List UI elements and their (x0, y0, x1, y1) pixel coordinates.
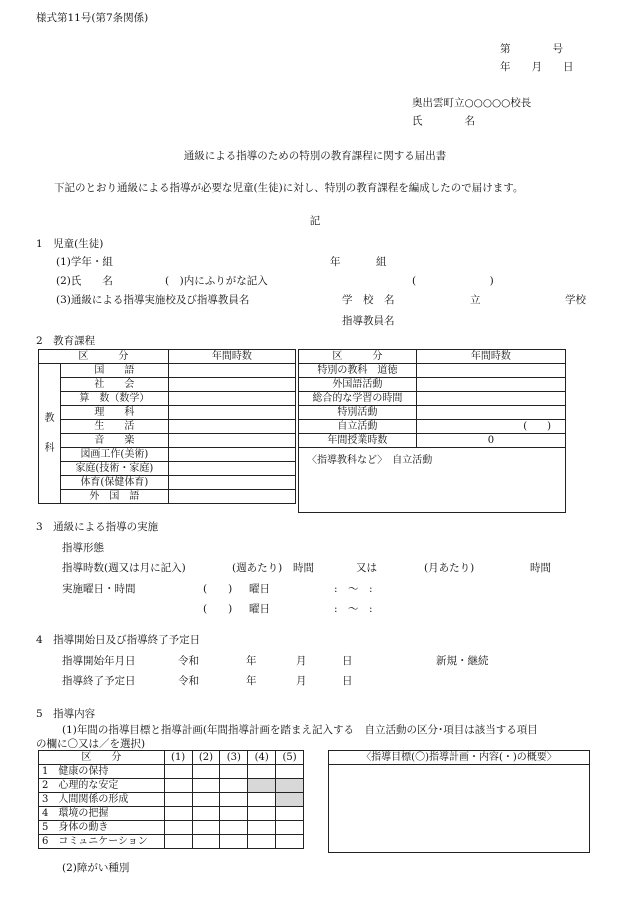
subject-row: 外 国 語 (60, 490, 168, 504)
or-label: 又は (356, 562, 377, 574)
curriculum-table-right (298, 349, 566, 513)
school-public-label: 立 (470, 294, 481, 306)
ki-label: 記 (309, 215, 321, 227)
hours-cell[interactable] (168, 364, 295, 378)
furigana-paren: ( ) (412, 275, 494, 287)
reiwa-end: 令和 (178, 675, 199, 687)
section1-heading: 1 児童(生徒) (36, 238, 104, 250)
form-label: 指導形態 (62, 542, 104, 554)
per-month-label: (月あたり) (424, 562, 475, 574)
weekday-label-2: 曜日 (249, 603, 270, 615)
per-week-label: (週あたり) (232, 562, 283, 574)
intro-text: 下記のとおり通級による指導が必要な児童(生徒)に対し、特別の教育課程を編成したので届けます。 (54, 182, 524, 194)
day-time-label: 実施曜日・時間 (62, 583, 136, 595)
disabled-cell (276, 793, 304, 807)
category-row: 2 心理的な安定 (39, 779, 165, 793)
check-cell[interactable] (276, 835, 304, 849)
reiwa-start: 令和 (178, 655, 199, 667)
curriculum-table-left (38, 349, 296, 504)
subject-row: 理 科 (60, 406, 168, 420)
subject-row: 特別活動 (299, 406, 417, 420)
subject-row: 算 数（数学） (60, 392, 168, 406)
subject-row: 自立活動 (299, 420, 417, 434)
disabled-cell (248, 779, 276, 793)
day-paren-2: ( ) (203, 603, 233, 615)
col-hours-right: 年間時数 (416, 350, 565, 364)
year-start: 年 (246, 655, 257, 667)
hours-cell[interactable] (168, 378, 295, 392)
subject-row: 特別の教科 道徳 (299, 364, 417, 378)
check-cell[interactable] (192, 793, 220, 807)
check-cell[interactable] (220, 835, 248, 849)
subject-row: 外国語活動 (299, 378, 417, 392)
day-end: 日 (342, 675, 353, 687)
kyouka-label: 教 科 (39, 364, 61, 504)
hours-cell[interactable] (416, 364, 565, 378)
col-header: (5) (276, 751, 304, 765)
check-cell[interactable] (276, 765, 304, 779)
category-row: 3 人間関係の形成 (39, 793, 165, 807)
section4-heading: 4 指導開始日及び指導終了予定日 (36, 634, 201, 646)
name-label: (2)氏 名 (56, 275, 113, 287)
check-cell[interactable] (192, 779, 220, 793)
guidance-summary-body[interactable] (329, 765, 590, 853)
check-cell[interactable] (164, 835, 192, 849)
guidance-summary-header: 〈指導目標(〇)指導計画・内容(・)の概要〉 (329, 751, 590, 765)
start-date-label: 指導開始年月日 (62, 655, 136, 667)
check-cell[interactable] (164, 821, 192, 835)
section3-heading: 3 通級による指導の実施 (36, 521, 159, 533)
category-row: 4 環境の把握 (39, 807, 165, 821)
document-number: 第 号 (500, 43, 563, 55)
new-continue-label: 新規・継続 (436, 655, 489, 667)
section2-heading: 2 教育課程 (36, 335, 96, 347)
day-start: 日 (342, 655, 353, 667)
check-cell[interactable] (248, 835, 276, 849)
category-row: 6 コミュニケーション (39, 835, 165, 849)
hours-unit-month: 時間 (530, 562, 551, 574)
hours-cell[interactable] (168, 462, 295, 476)
hours-cell[interactable] (168, 448, 295, 462)
hours-cell[interactable] (168, 490, 295, 504)
subject-row: 家庭(技術・家庭) (60, 462, 168, 476)
subject-row: 総合的な学習の時間 (299, 392, 417, 406)
day-paren-1: ( ) (203, 583, 233, 595)
hours-cell[interactable] (168, 406, 295, 420)
col-header: (3) (220, 751, 248, 765)
hours-cell[interactable] (168, 392, 295, 406)
total-hours-label: 年間授業時数 (299, 434, 417, 448)
check-cell[interactable] (276, 807, 304, 821)
month-end: 月 (296, 675, 307, 687)
check-cell[interactable] (276, 821, 304, 835)
col-header: (2) (192, 751, 220, 765)
hours-cell[interactable] (168, 476, 295, 490)
check-cell[interactable] (192, 765, 220, 779)
hours-cell[interactable] (416, 378, 565, 392)
jiritsu-table (38, 750, 304, 849)
subject-row: 音 楽 (60, 434, 168, 448)
grade-class-unit: 組 (376, 256, 387, 268)
hours-cell[interactable] (168, 434, 295, 448)
grade-year-label: 年 (330, 256, 341, 268)
addressee: 奥出雲町立○○○○○校長 (412, 97, 532, 109)
weekday-label-1: 曜日 (249, 583, 270, 595)
check-cell[interactable] (192, 807, 220, 821)
year-end: 年 (246, 675, 257, 687)
col-kubun: 区 分 (39, 350, 169, 364)
check-cell[interactable] (192, 835, 220, 849)
hours-cell[interactable] (168, 420, 295, 434)
document-date: 年 月 日 (500, 61, 574, 73)
disabled-cell (276, 779, 304, 793)
check-cell[interactable] (220, 779, 248, 793)
disability-type-label: (2)障がい種別 (62, 862, 130, 874)
document-title: 通級による指導のための特別の教育課程に関する届出書 (183, 150, 447, 162)
end-date-label: 指導終了予定日 (62, 675, 136, 687)
subject-row: 体育(保健体育) (60, 476, 168, 490)
check-cell[interactable] (164, 807, 192, 821)
check-cell[interactable] (220, 793, 248, 807)
check-cell[interactable] (248, 765, 276, 779)
sub1-line1: (1)年間の指導目標と指導計画(年間指導計画を踏まえ記入する 自立活動の区分･項目は該当する項目 (62, 724, 538, 736)
jiritsu-hours[interactable]: ( ) (416, 420, 565, 434)
guidance-summary-box (328, 750, 590, 853)
col-header: (4) (248, 751, 276, 765)
check-cell[interactable] (248, 793, 276, 807)
time-range-2: : 〜 : (334, 603, 373, 615)
check-cell[interactable] (164, 765, 192, 779)
subjects-box: 〈指導教科など〉 自立活動 (299, 448, 566, 513)
category-row: 1 健康の保持 (39, 765, 165, 779)
hours-cell[interactable] (416, 406, 565, 420)
check-cell[interactable] (220, 765, 248, 779)
school-teacher-label: (3)通級による指導実施校及び指導教員名 (56, 294, 250, 306)
check-cell[interactable] (164, 779, 192, 793)
check-cell[interactable] (220, 821, 248, 835)
hours-label: 指導時数(週又は月に記入) (62, 562, 186, 574)
category-row: 5 身体の動き (39, 821, 165, 835)
form-number: 様式第11号(第7条関係) (36, 12, 149, 24)
col-hours: 年間時数 (168, 350, 295, 364)
check-cell[interactable] (220, 807, 248, 821)
month-start: 月 (296, 655, 307, 667)
col-kubun-right: 区 分 (299, 350, 417, 364)
principal-name: 氏 名 (412, 115, 475, 127)
subject-row: 国 語 (60, 364, 168, 378)
hours-cell[interactable] (416, 392, 565, 406)
check-cell[interactable] (248, 821, 276, 835)
subject-row: 社 会 (60, 378, 168, 392)
subject-row: 図画工作(美術) (60, 448, 168, 462)
check-cell[interactable] (248, 807, 276, 821)
col-header: (1) (164, 751, 192, 765)
grade-class-label: (1)学年・組 (56, 256, 113, 268)
section5-heading: 5 指導内容 (36, 708, 96, 720)
hours-unit-week: 時間 (293, 562, 314, 574)
check-cell[interactable] (192, 821, 220, 835)
col-kubun-5: 区 分 (39, 751, 165, 765)
teacher-name-label: 指導教員名 (342, 315, 395, 327)
furigana-note: ( )内にふりがな記入 (165, 275, 268, 287)
total-hours-value: 0 (416, 434, 565, 448)
time-range-1: : 〜 : (334, 583, 373, 595)
sub1-line2: の欄に〇又は／を選択) (36, 738, 146, 750)
check-cell[interactable] (164, 793, 192, 807)
school-name-label: 学 校 名 (342, 294, 395, 306)
school-suffix-label: 学校 (565, 294, 586, 306)
subject-row: 生 活 (60, 420, 168, 434)
